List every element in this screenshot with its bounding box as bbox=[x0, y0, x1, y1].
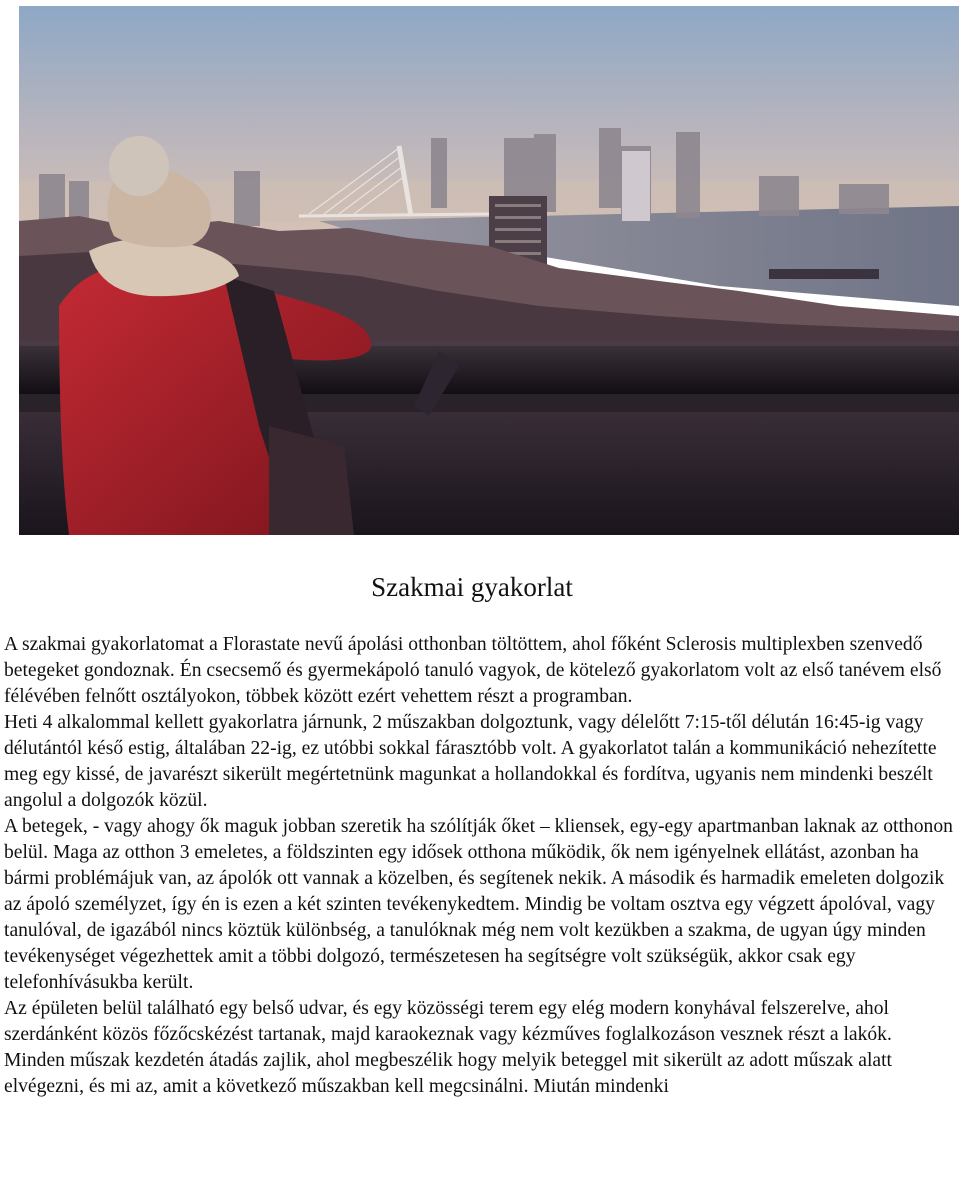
page-title: Szakmai gyakorlat bbox=[371, 572, 573, 602]
paragraph: A szakmai gyakorlatomat a Florastate nevű ápolási otthonban töltöttem, ahol főként Sclerosis multiplexben szenvedő betegeket gondoznak. Én csecsemő és gyermekápoló tanuló vagyok, de kötelező gyakorlatom volt az első tanévem első félévében felnőtt osztályokon, többek között ezért vehettem részt a programban. bbox=[4, 634, 942, 707]
header-photo bbox=[19, 6, 959, 535]
paragraph: Minden műszak kezdetén átadás zajlik, ahol megbeszélik hogy melyik beteggel mit sikerült az adott műszak alatt elvégezni, és mi az, amit a következő műszakban kell megcsinálni. Miután mindenki bbox=[4, 1050, 892, 1097]
article-body bbox=[4, 632, 956, 1100]
paragraph: Heti 4 alkalommal kellett gyakorlatra járnunk, 2 műszakban dolgoztunk, vagy délelőtt 7:15-től délután 16:45-ig vagy délutántól késő estig, általában 22-ig, ez utóbbi sokkal fárasztóbb volt. A gyakorlatot talán a kommunikáció nehezítette meg egy kissé, de javarészt sikerült megértetnünk magunkat a hollandokkal és fordítva, ugyanis nem mindenki beszélt angolul a dolgozók közül. bbox=[4, 712, 937, 811]
paragraph: Az épületen belül található egy belső udvar, és egy közösségi terem egy elég modern konyhával felszerelve, ahol szerdánként közös főzőcskézést tartanak, majd karaokeznak vagy kézműves foglalkozáson vesznek részt a lakók. bbox=[4, 998, 892, 1045]
paragraph: A betegek, - vagy ahogy ők maguk jobban szeretik ha szólítják őket – kliensek, egy-egy apartmanban laknak az otthonon belül. Maga az otthon 3 emeletes, a földszinten egy idősek otthona működik, ők nem igényelnek ellátást, azonban ha bármi problémájuk van, az ápolók ott vannak a közelben, és segítenek nekik. A második és harmadik emeleten dolgozik az ápoló személyzet, így én is ezen a két szinten tevékenykedtem. Mindig be voltam osztva egy végzett ápolóval, vagy tanulóval, de igazából nincs köztük különbség, a tanulóknak még nem volt kezükben a szakma, de ugyan úgy minden tevékenységet végezhettek amit a többi dolgozó, természetesen ha segítségre volt szükségük, akkor csak egy telefonhívásukba került. bbox=[4, 816, 953, 993]
